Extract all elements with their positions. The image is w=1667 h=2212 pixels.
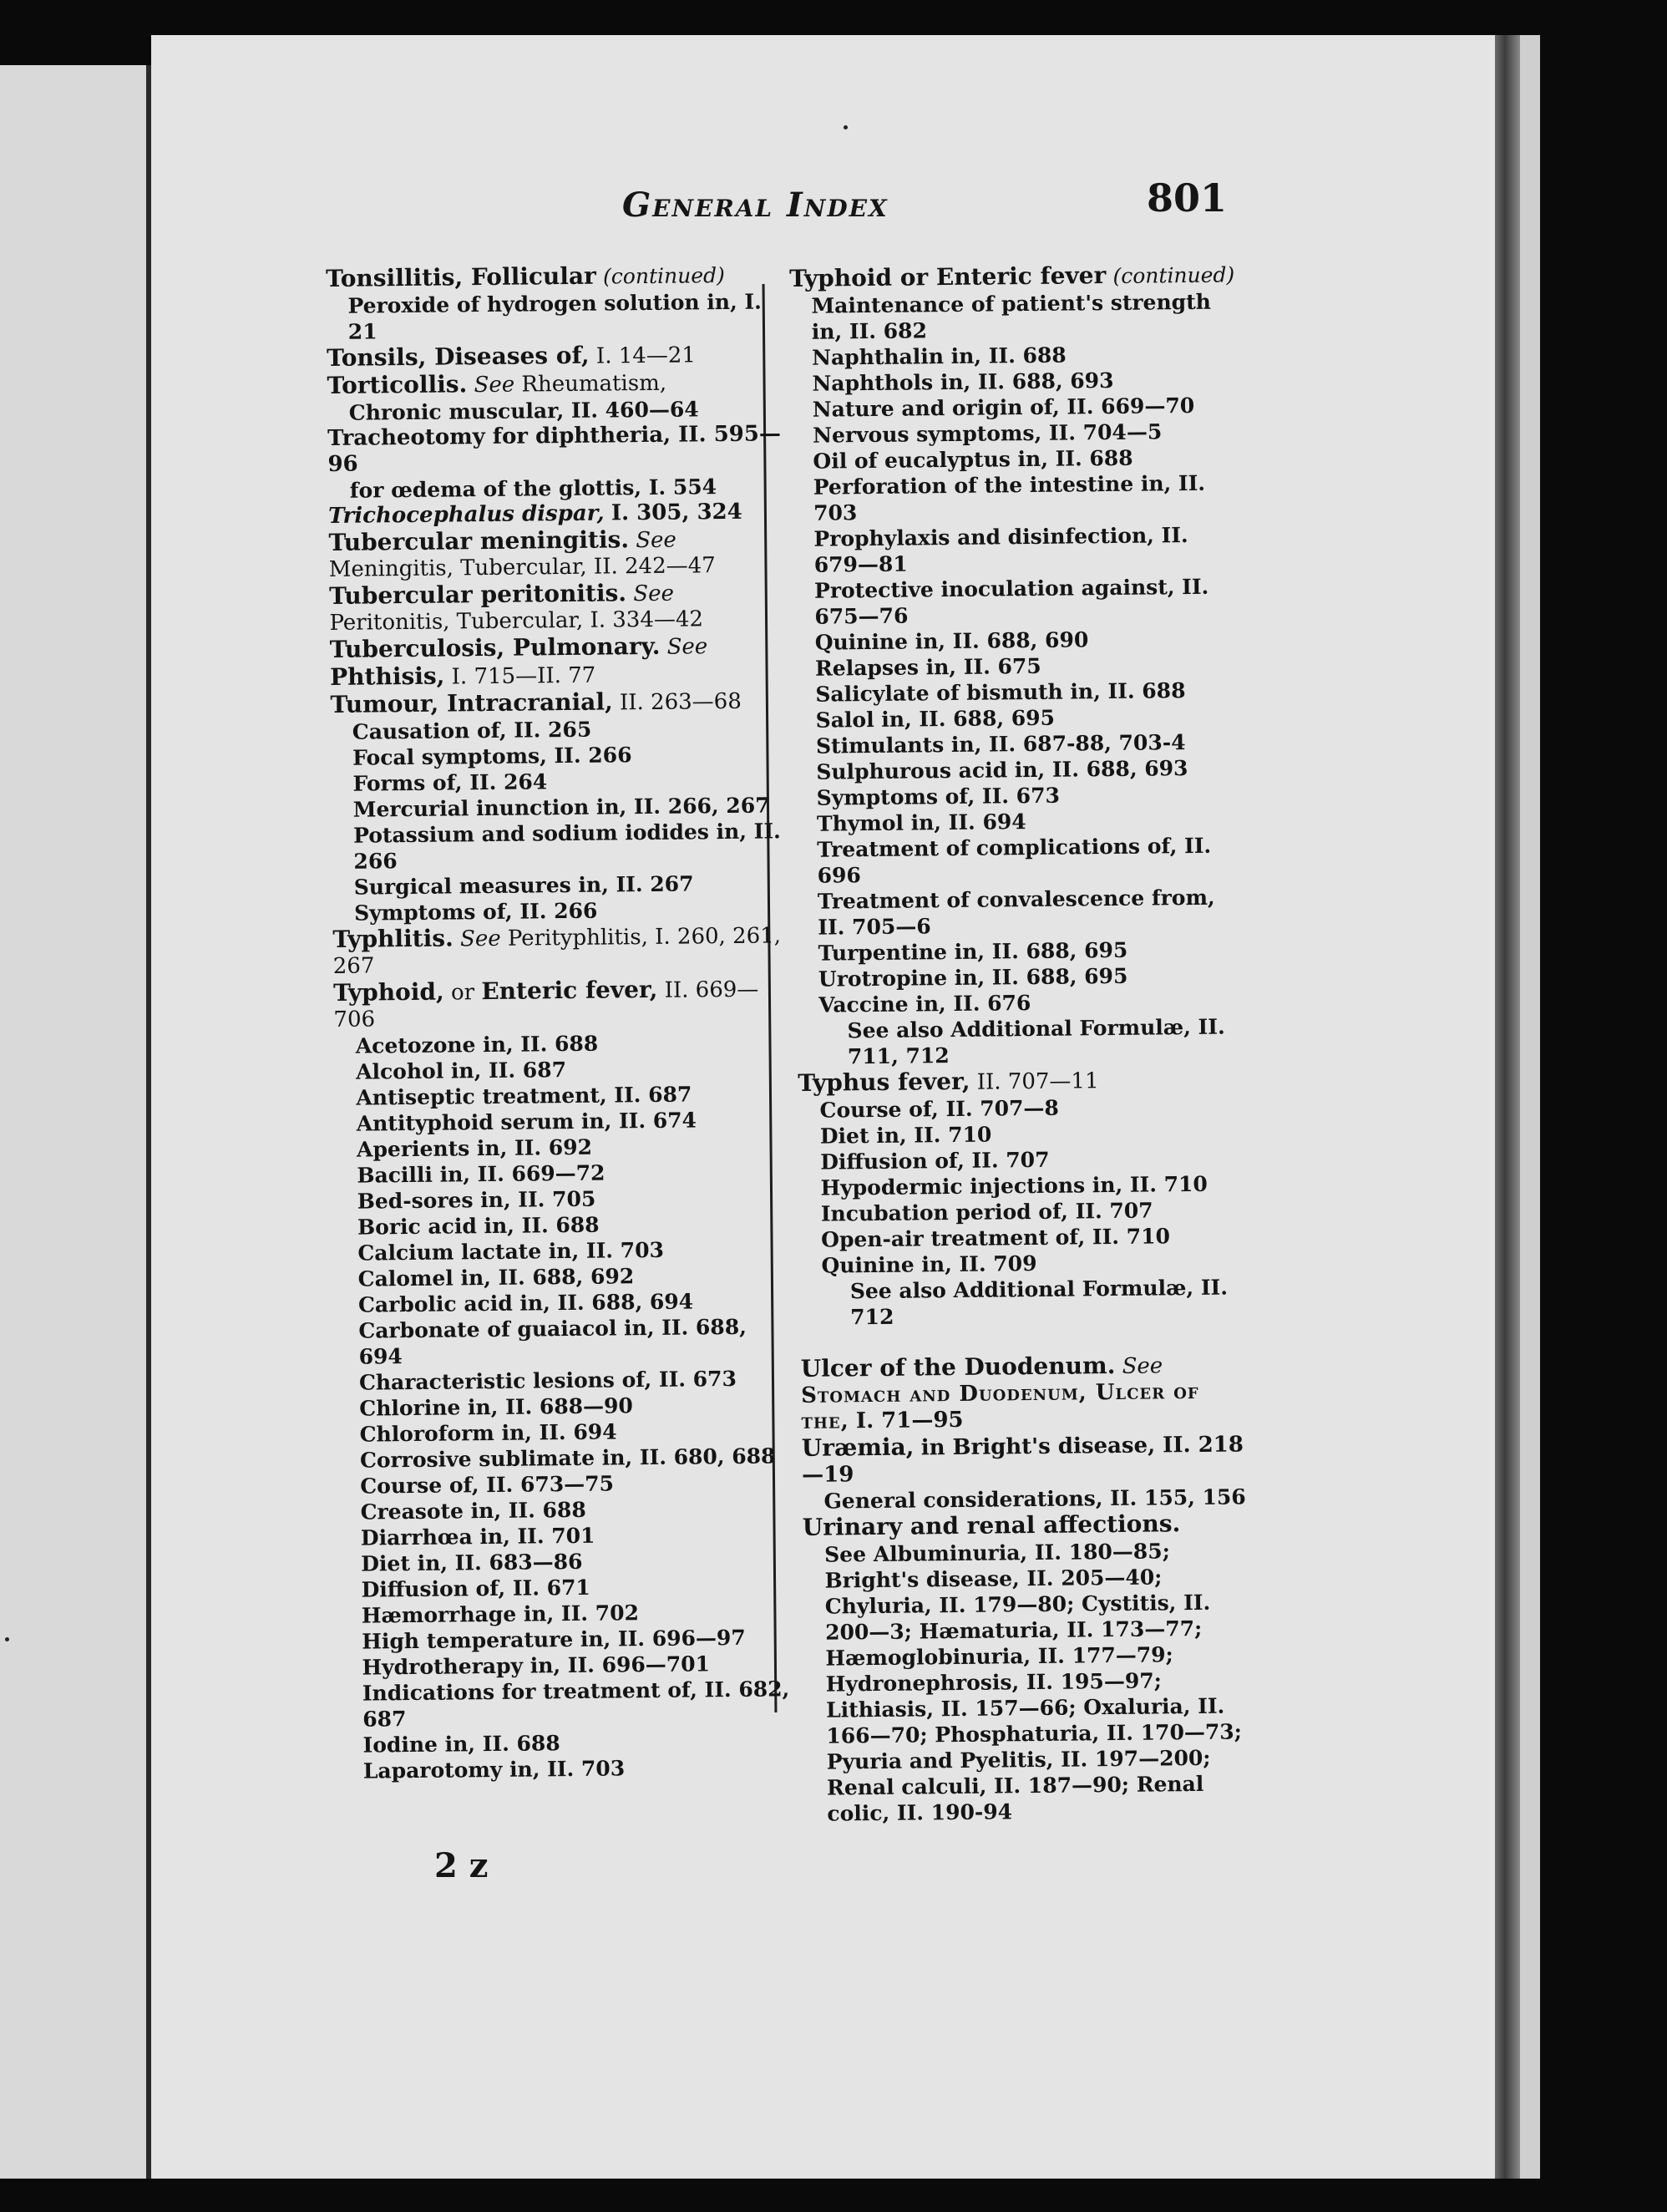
index-subentry: Nervous symptoms, II. 704—5 (812, 419, 1163, 448)
index-entry: Typhlitis. See Perityphlitis, I. 260, 261, 267 (332, 923, 782, 979)
index-subentry: Treatment of complications of, II. 696 (817, 833, 1212, 888)
index-subentry: Quinine in, II. 688, 690 (814, 627, 1089, 655)
index-subentry: Indications for treatment of, II. 682, 687 (362, 1677, 790, 1732)
index-subentry: Antiseptic treatment, II. 687 (356, 1082, 692, 1110)
index-subentry: Hydrotherapy in, II. 696—701 (362, 1651, 711, 1680)
index-subentry: Relapses in, II. 675 (814, 653, 1041, 681)
index-entry: Tuberculosis, Pulmonary. See Phthisis, I. 715—II. 77 (329, 632, 708, 691)
index-subentry: Focal symptoms, II. 266 (352, 743, 632, 770)
index-subentry: Turpentine in, II. 688, 695 (818, 937, 1128, 966)
index-entry: Uræmia, in Bright's disease, II. 218—19 (801, 1432, 1244, 1488)
index-subentry: Stimulants in, II. 687-88, 703-4 (815, 730, 1186, 758)
index-entry: Trichocephalus dispar, I. 305, 324 (327, 499, 742, 529)
index-subentry: Boric acid in, II. 688 (357, 1212, 600, 1240)
index-subentry: Salol in, II. 688, 695 (815, 705, 1056, 733)
index-subentry: Chronic muscular, II. 460—64 (348, 397, 699, 425)
index-subentry: Urotropine in, II. 688, 695 (818, 963, 1128, 992)
index-subentry: Calcium lactate in, II. 703 (357, 1237, 665, 1266)
print-speck (844, 125, 848, 129)
index-subentry: Carbonate of guaiacol in, II. 688, 694 (358, 1314, 747, 1369)
index-subentry: Course of, II. 707—8 (819, 1095, 1060, 1123)
right-column (789, 261, 1253, 1826)
index-subentry: Diarrhœa in, II. 701 (360, 1523, 595, 1550)
index-subentry: Alcohol in, II. 687 (355, 1058, 567, 1084)
index-subentry: Peroxide of hydrogen solution in, I. 21 (347, 289, 762, 344)
index-subentry: Forms of, II. 264 (352, 769, 548, 796)
index-subentry: Diffusion of, II. 671 (361, 1575, 591, 1602)
index-entry: Urinary and renal affections. (802, 1509, 1181, 1541)
index-subentry: Vaccine in, II. 676 (818, 991, 1031, 1017)
index-entry: Ulcer of the Duodenum. See Stomach and Duodenum, Ulcer of the, I. 71—95 (800, 1351, 1199, 1434)
index-subentry: Creasote in, II. 688 (360, 1497, 586, 1525)
index-subentry: Hæmorrhage in, II. 702 (361, 1601, 640, 1628)
index-subentry: Diet in, II. 710 (819, 1122, 992, 1149)
index-subentry: Perforation of the intestine in, II. 703 (813, 470, 1206, 525)
index-subentry: Laparotomy in, II. 703 (362, 1756, 626, 1783)
index-entry: Tumour, Intracranial, II. 263—68 (330, 687, 742, 718)
index-subentry: Calomel in, II. 688, 692 (357, 1264, 635, 1291)
page-edge (1520, 35, 1540, 2179)
index-see-also: See also Additional Formulæ, II. 712 (849, 1275, 1229, 1330)
index-subentry: Naphthols in, II. 688, 693 (812, 368, 1114, 396)
index-subentry: High temperature in, II. 696—97 (362, 1625, 746, 1654)
index-subentry: Prophylaxis and disinfection, II. 679—81 (813, 523, 1188, 577)
index-entry: Typhoid, or Enteric fever, II. 669—706 (332, 975, 759, 1032)
index-entry: Tubercular peritonitis. See Peritonitis, Tubercular, I. 334—42 (328, 579, 704, 636)
index-entry: Tonsils, Diseases of, I. 14—21 (326, 341, 697, 372)
index-subentry: Chloroform in, II. 694 (359, 1419, 617, 1447)
left-column (326, 261, 797, 1784)
index-subentry: Diffusion of, II. 707 (820, 1147, 1050, 1174)
index-subentry: Diet in, II. 683—86 (361, 1549, 583, 1576)
index-subentry: Iodine in, II. 688 (362, 1731, 560, 1758)
index-subentry: Bacilli in, II. 669—72 (357, 1160, 605, 1188)
page-edge-shadow (1495, 35, 1520, 2179)
index-subentry: Symptoms of, II. 673 (816, 783, 1061, 810)
index-subentry: Nature and origin of, II. 669—70 (812, 393, 1195, 422)
signature-mark: 2 z (434, 1846, 489, 1885)
index-entry: Typhus fever, II. 707—11 (798, 1067, 1099, 1097)
index-subentry: Open-air treatment of, II. 710 (821, 1224, 1171, 1252)
index-subentry: Mercurial inunction in, II. 266, 267 (352, 793, 770, 822)
index-subentry: Naphthalin in, II. 688 (812, 342, 1067, 370)
index-subentry: Aperients in, II. 692 (356, 1134, 593, 1162)
running-head: General Index (622, 185, 889, 225)
index-subentry: for œdema of the glottis, I. 554 (349, 474, 717, 503)
index-entry: Torticollis. See Rheumatism, (327, 370, 667, 399)
index-subentry: See Albuminuria, II. 180—85; Bright's disease, II. 205—40; Chyluria, II. 179—80; Cystitis, II. 200—3; Hæmaturia, II. 173—77; Hæmoglobinuria, II. 177—79; Hydronephrosis, II. 195—97; Lithiasis, II. 157—66; Oxaluria, II. 166—70; Phosphaturia, II. 170—73; Pyuria and Pyelitis, II. 197—200; Renal calculi, II. 187—90; Renal colic, II. 190-94 (824, 1539, 1243, 1826)
index-subentry: Symptoms of, II. 266 (353, 898, 598, 926)
index-subentry: General considerations, II. 155, 156 (823, 1484, 1246, 1514)
print-speck (5, 1637, 9, 1641)
index-subentry: Oil of eucalyptus in, II. 688 (813, 445, 1133, 474)
index-subentry: Carbolic acid in, II. 688, 694 (357, 1289, 694, 1317)
index-subentry: Potassium and sodium iodides in, II. 266 (352, 819, 781, 874)
index-subentry: Acetozone in, II. 688 (355, 1031, 599, 1058)
index-subentry: Characteristic lesions of, II. 673 (358, 1366, 737, 1395)
index-subentry: Incubation period of, II. 707 (820, 1198, 1153, 1226)
index-subentry: Protective inoculation against, II. 675—76 (813, 574, 1209, 629)
index-subentry: Chlorine in, II. 688—90 (359, 1393, 634, 1421)
index-see-also: See also Additional Formulæ, II. 711, 712 (847, 1014, 1225, 1069)
index-subentry: Antityphoid serum in, II. 674 (356, 1108, 697, 1136)
index-entry: Typhoid or Enteric fever (continued) (788, 261, 1235, 292)
index-subentry: Maintenance of patient's strength in, II. 682 (811, 289, 1212, 344)
index-subentry: Course of, II. 673—75 (360, 1471, 615, 1499)
index-subentry: Quinine in, II. 709 (821, 1251, 1037, 1278)
index-subentry: Corrosive sublimate in, II. 680, 688 (359, 1443, 776, 1473)
index-entry: Tubercular meningitis. See Meningitis, Tubercular, II. 242—47 (328, 525, 716, 582)
index-subentry: Thymol in, II. 694 (816, 809, 1026, 836)
index-subentry: Hypodermic injections in, II. 710 (820, 1171, 1208, 1200)
index-entry: Tracheotomy for diphtheria, II. 595—96 (327, 421, 782, 477)
index-subentry: Salicylate of bismuth in, II. 688 (815, 678, 1186, 707)
index-subentry: Treatment of convalescence from, II. 705—6 (817, 885, 1215, 940)
index-entry: Tonsillitis, Follicular (continued) (325, 261, 725, 292)
index-subentry: Causation of, II. 265 (352, 717, 592, 744)
page-number: 801 (1147, 175, 1228, 221)
index-subentry: Sulphurous acid in, II. 688, 693 (816, 756, 1188, 784)
index-subentry: Bed-sores in, II. 705 (357, 1186, 596, 1214)
index-subentry: Surgical measures in, II. 267 (353, 871, 694, 900)
facing-page-edge (0, 65, 146, 2179)
